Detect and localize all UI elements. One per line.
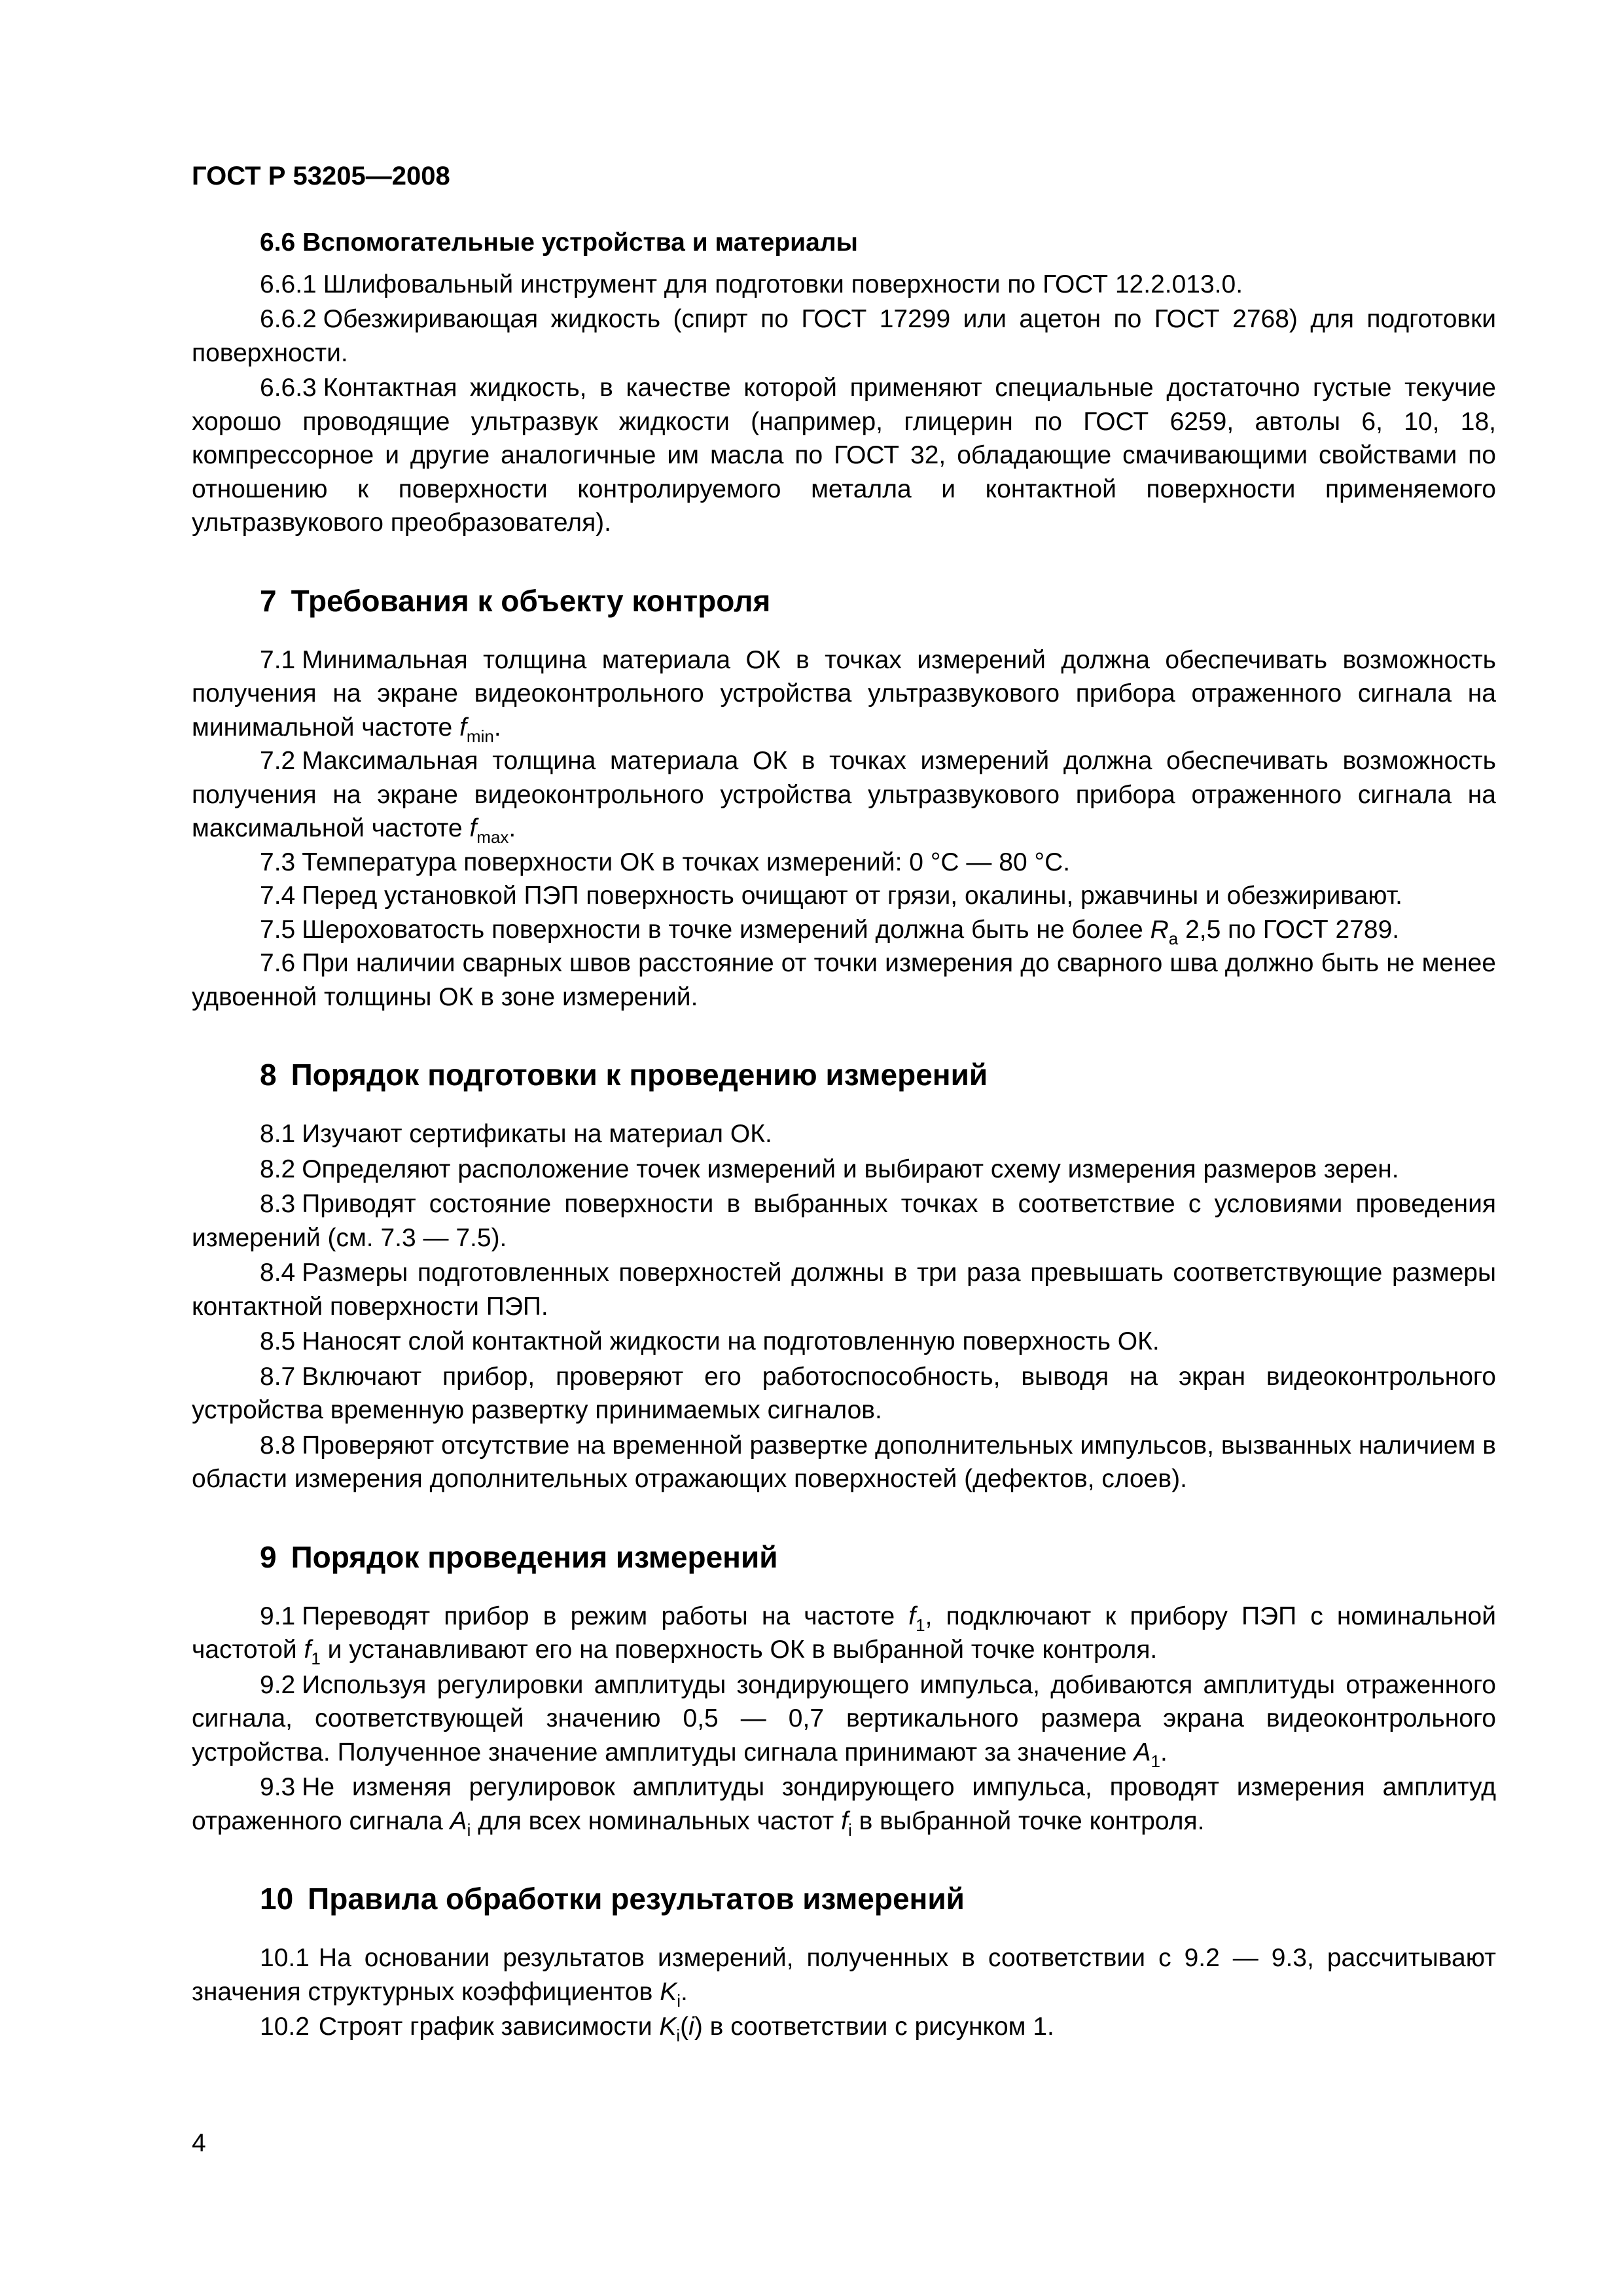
clause-6-6-2 [192, 302, 1496, 370]
clause-text: Определяют расположение точек измерений и выбирают схему измерения размеров зерен. [302, 1155, 1399, 1183]
clause-text: и устанавливают его на поверхность ОК в выбранной точке контроля. [327, 1636, 1158, 1664]
clause-10-2 [192, 2010, 1496, 2044]
math-variable: f [469, 814, 477, 842]
clause-text: в соответствии с рисунком 1. [709, 2013, 1054, 2041]
clause-8-5 [192, 1325, 1496, 1359]
math-variable: K [659, 2013, 677, 2041]
clause-number: 8.4 [260, 1259, 296, 1287]
clause-number: 6.6.2 [260, 305, 317, 333]
math-subscript: max [476, 827, 509, 847]
math-paren: ) [694, 2013, 703, 2041]
clause-text: в выбранной точке контроля. [859, 1806, 1205, 1835]
math-variable: f [908, 1602, 916, 1630]
section-number: 8 [260, 1058, 277, 1092]
clause-end: . [1160, 1738, 1168, 1767]
clause-number: 10.2 [260, 2013, 310, 2041]
subsection-title-text: Вспомогательные устройства и материалы [302, 228, 858, 257]
document-page [192, 0, 1496, 2296]
math-variable: K [660, 1977, 677, 2006]
clause-text: Приводят состояние поверхности в выбранных точках в соответствие с условиями проведения измерений (см. 7.3 — 7.5). [192, 1190, 1496, 1252]
clause-text: Проверяют отсутствие на временной развертке дополнительных импульсов, вызванных наличием в области измерения дополнительных отражающих поверхностей (дефектов, слоев). [192, 1431, 1496, 1493]
clause-9-2 [192, 1668, 1496, 1770]
section-number: 7 [260, 583, 277, 618]
clause-text: Шероховатость поверхности в точке измерений должна быть не более [302, 915, 1143, 944]
clause-number: 9.2 [260, 1670, 296, 1699]
clause-text: Температура поверхности ОК в точках измерений: 0 °С — 80 °С. [302, 848, 1071, 876]
clause-7-3 [192, 846, 1496, 880]
math-subscript: i [676, 2026, 681, 2045]
clause-number: 7.6 [260, 949, 296, 977]
clause-text: На основании результатов измерений, полученных в соответствии с 9.2 — 9.3, рассчитывают значения структурных коэффициентов [192, 1944, 1496, 2006]
math-variable: A [450, 1806, 467, 1835]
clause-text: Перед установкой ПЭП поверхность очищают от грязи, окалины, ржавчины и обезжиривают. [302, 882, 1402, 910]
clause-8-7 [192, 1360, 1496, 1427]
math-subscript: 1 [311, 1649, 321, 1668]
clause-7-4 [192, 879, 1496, 913]
math-variable: f [304, 1636, 312, 1664]
section-title-text: Правила обработки результатов измерений [308, 1882, 965, 1916]
page-number: 4 [192, 2129, 206, 2157]
clause-7-5 [192, 913, 1496, 947]
clause-number: 6.6.1 [260, 270, 317, 298]
clause-text: Используя регулировки амплитуды зондирующего импульса, добиваются амплитуды отраженного сигнала, соответствующей значению 0,5 — 0,7 вертикального размера экрана видеоконтрольного устройства. Полученное значение амплитуды сигнала принимают за значение [192, 1670, 1496, 1767]
clause-end: . [508, 814, 516, 842]
math-subscript: 1 [1150, 1751, 1160, 1771]
document-body [192, 226, 1496, 2045]
math-variable: i [688, 2013, 694, 2041]
clause-text: Изучают сертификаты на материал ОК. [302, 1120, 772, 1148]
clause-6-6-1 [192, 268, 1496, 302]
clause-7-6 [192, 946, 1496, 1014]
clause-text: Контактная жидкость, в качестве которой применяют специальные достаточно густые текучие хорошо проводящие ультразвук жидкости (например, глицерин по ГОСТ 6259, автолы 6, 10, 18, компрессорное и другие аналогичные им масла по ГОСТ 32, обладающие смачивающими свойствами по отношению к поверхности контролируемого металла и контактной поверхности применяемого ультразвукового преобразователя). [192, 374, 1496, 537]
clause-end: . [493, 713, 501, 742]
clause-number: 8.2 [260, 1155, 296, 1183]
clause-text: Не изменяя регулировок амплитуды зондирующего импульса, проводят измерения амплитуд отраженного сигнала [192, 1773, 1496, 1835]
clause-text: Шлифовальный инструмент для подготовки поверхности по ГОСТ 12.2.013.0. [323, 270, 1243, 298]
math-subscript: min [466, 726, 494, 746]
clause-number: 7.5 [260, 915, 296, 944]
section-title-text: Порядок проведения измерений [291, 1539, 778, 1574]
clause-text: Обезжиривающая жидкость (спирт по ГОСТ 17299 или ацетон по ГОСТ 2768) для подготовки поверхности. [192, 305, 1496, 367]
math-variable: f [459, 713, 467, 742]
subsection-number: 6.6 [260, 228, 296, 257]
clause-number: 7.1 [260, 645, 296, 674]
clause-text: Строят график зависимости [318, 2013, 652, 2041]
section-number: 10 [260, 1882, 294, 1916]
clause-number: 7.4 [260, 882, 296, 910]
clause-number: 6.6.3 [260, 374, 317, 402]
section-title-text: Порядок подготовки к проведению измерений [291, 1058, 988, 1092]
clause-number: 7.3 [260, 848, 296, 876]
clause-text: Наносят слой контактной жидкости на подготовленную поверхность ОК. [302, 1327, 1160, 1355]
clause-text: , подключают к прибору ПЭП с номинальной частотой [192, 1602, 1497, 1664]
clause-9-3 [192, 1770, 1496, 1838]
math-subscript: i [847, 1820, 852, 1840]
clause-text: Размеры подготовленных поверхностей должны в три раза превышать соответствующие размеры контактной поверхности ПЭП. [192, 1259, 1496, 1321]
clause-6-6-3 [192, 371, 1496, 540]
clause-end: . [680, 1977, 688, 2006]
clause-number: 7.2 [260, 747, 296, 775]
math-subscript: i [677, 1990, 681, 2011]
clause-text: для всех номинальных частот [478, 1806, 834, 1835]
clause-8-1 [192, 1117, 1496, 1151]
clause-number: 8.7 [260, 1362, 296, 1391]
clause-end: 2,5 по ГОСТ 2789. [1185, 915, 1400, 944]
clause-text: Максимальная толщина материала ОК в точках измерений должна обеспечивать возможность получения на экране видеоконтрольного устройства ультразвукового прибора отраженного сигнала на максимальной частоте [192, 747, 1496, 842]
math-variable: f [841, 1806, 848, 1835]
section-9-title [192, 1538, 1496, 1576]
clause-number: 9.3 [260, 1773, 296, 1801]
math-variable: R [1150, 915, 1169, 944]
math-subscript: i [467, 1820, 471, 1840]
clause-number: 8.3 [260, 1190, 296, 1218]
clause-8-2 [192, 1153, 1496, 1187]
subsection-6-6-title [192, 226, 1496, 260]
math-variable: A [1133, 1738, 1151, 1767]
section-title-text: Требования к объекту контроля [291, 583, 771, 618]
clause-text: Минимальная толщина материала ОК в точках измерений должна обеспечивать возможность получения на экране видеоконтрольного устройства ультразвукового прибора отраженного сигнала на минимальной частоте [192, 645, 1496, 742]
clause-number: 8.1 [260, 1120, 296, 1148]
section-10-title [192, 1880, 1496, 1918]
clause-9-1 [192, 1600, 1496, 1667]
math-subscript: 1 [916, 1615, 925, 1635]
clause-number: 10.1 [260, 1944, 310, 1972]
clause-7-2 [192, 744, 1496, 846]
clause-10-1 [192, 1941, 1496, 2009]
clause-number: 8.5 [260, 1327, 296, 1355]
clause-text: При наличии сварных швов расстояние от точки измерения до сварного шва должно быть не менее удвоенной толщины ОК в зоне измерений. [192, 949, 1496, 1011]
clause-7-1 [192, 643, 1496, 745]
clause-text: Переводят прибор в режим работы на частоте [302, 1602, 895, 1630]
clause-8-3 [192, 1187, 1496, 1255]
clause-8-8 [192, 1429, 1496, 1496]
clause-number: 9.1 [260, 1602, 296, 1630]
clause-text: Включают прибор, проверяют его работоспособность, выводя на экран видеоконтрольного устройства временную развертку принимаемых сигналов. [192, 1362, 1496, 1424]
document-header: ГОСТ Р 53205—2008 [192, 162, 450, 190]
math-paren: ( [680, 2013, 689, 2041]
math-subscript: a [1168, 928, 1179, 948]
clause-8-4 [192, 1256, 1496, 1323]
section-7-title [192, 582, 1496, 620]
section-8-title [192, 1056, 1496, 1094]
section-number: 9 [260, 1539, 277, 1574]
clause-number: 8.8 [260, 1431, 296, 1460]
